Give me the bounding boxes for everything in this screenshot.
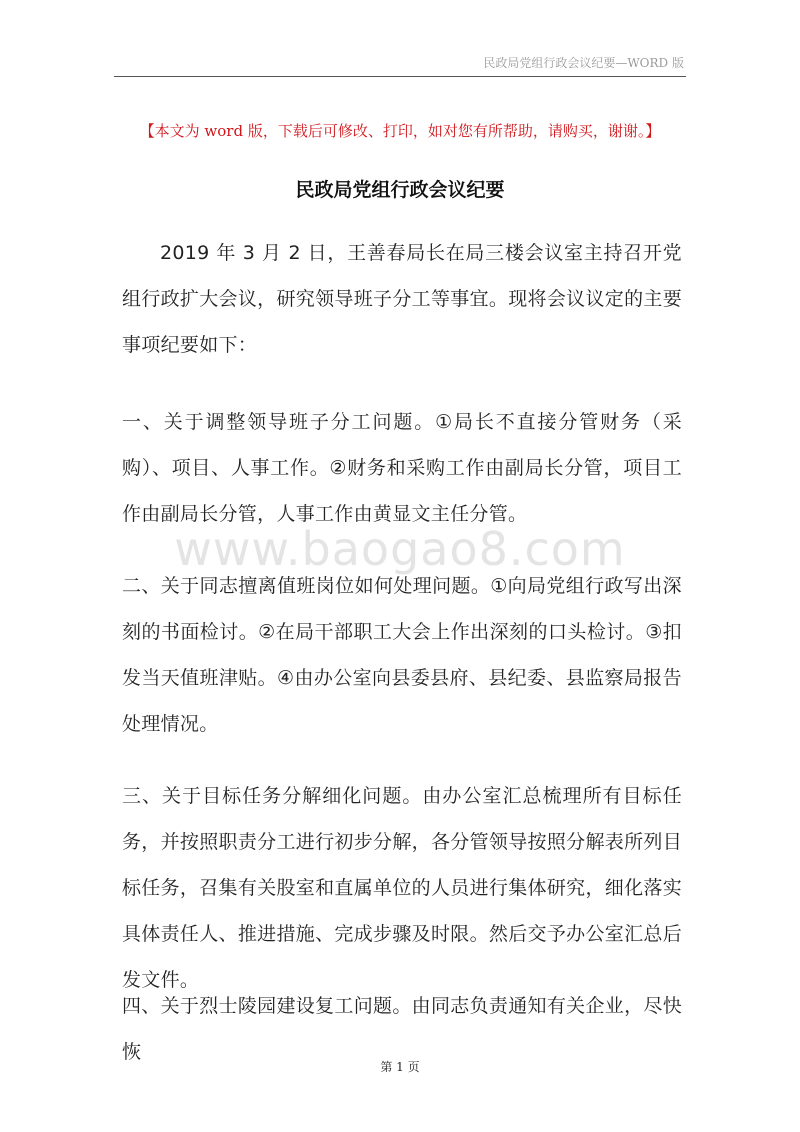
intro-paragraph: 2019 年 3 月 2 日，王善春局长在局三楼会议室主持召开党组行政扩大会议，研究领导班子分工等事宜。现将会议议定的主要事项纪要如下： bbox=[122, 242, 682, 356]
document-title: 民政局党组行政会议纪要 bbox=[295, 179, 505, 201]
header-divider bbox=[114, 76, 686, 77]
purchase-notice: 【本文为 word 版，下载后可修改、打印，如对您有所帮助，请购买，谢谢。】 bbox=[139, 122, 661, 140]
item-paragraph-3: 三、关于目标任务分解细化问题。由办公室汇总梳理所有目标任务，并按照职责分工进行初步分解，各分管领导按照分解表所列目标任务，召集有关股室和直属单位的人员进行集体研究，细化落实具体责任人、推进措施、完成步骤及时限。然后交予办公室汇总后发文件。 bbox=[122, 785, 682, 991]
item-paragraph-4: 四、关于烈士陵园建设复工问题。由同志负责通知有关企业，尽快恢 bbox=[122, 995, 682, 1063]
item-paragraph-1: 一、关于调整领导班子分工问题。①局长不直接分管财务（采购）、项目、人事工作。②财务和采购工作由副局长分管，项目工作由副局长分管，人事工作由黄显文主任分管。 bbox=[122, 411, 682, 525]
page-number: 第 1 页 bbox=[380, 1060, 420, 1074]
running-header: 民政局党组行政会议纪要—WORD 版 bbox=[483, 56, 684, 70]
item-paragraph-2: 二、关于同志擅离值班岗位如何处理问题。①向局党组行政写出深刻的书面检讨。②在局干部职工大会上作出深刻的口头检讨。③扣发当天值班津贴。④由办公室向县委县府、县纪委、县监察局报告处理情况。 bbox=[122, 575, 682, 735]
watermark: www.baogao8.com bbox=[174, 522, 626, 576]
